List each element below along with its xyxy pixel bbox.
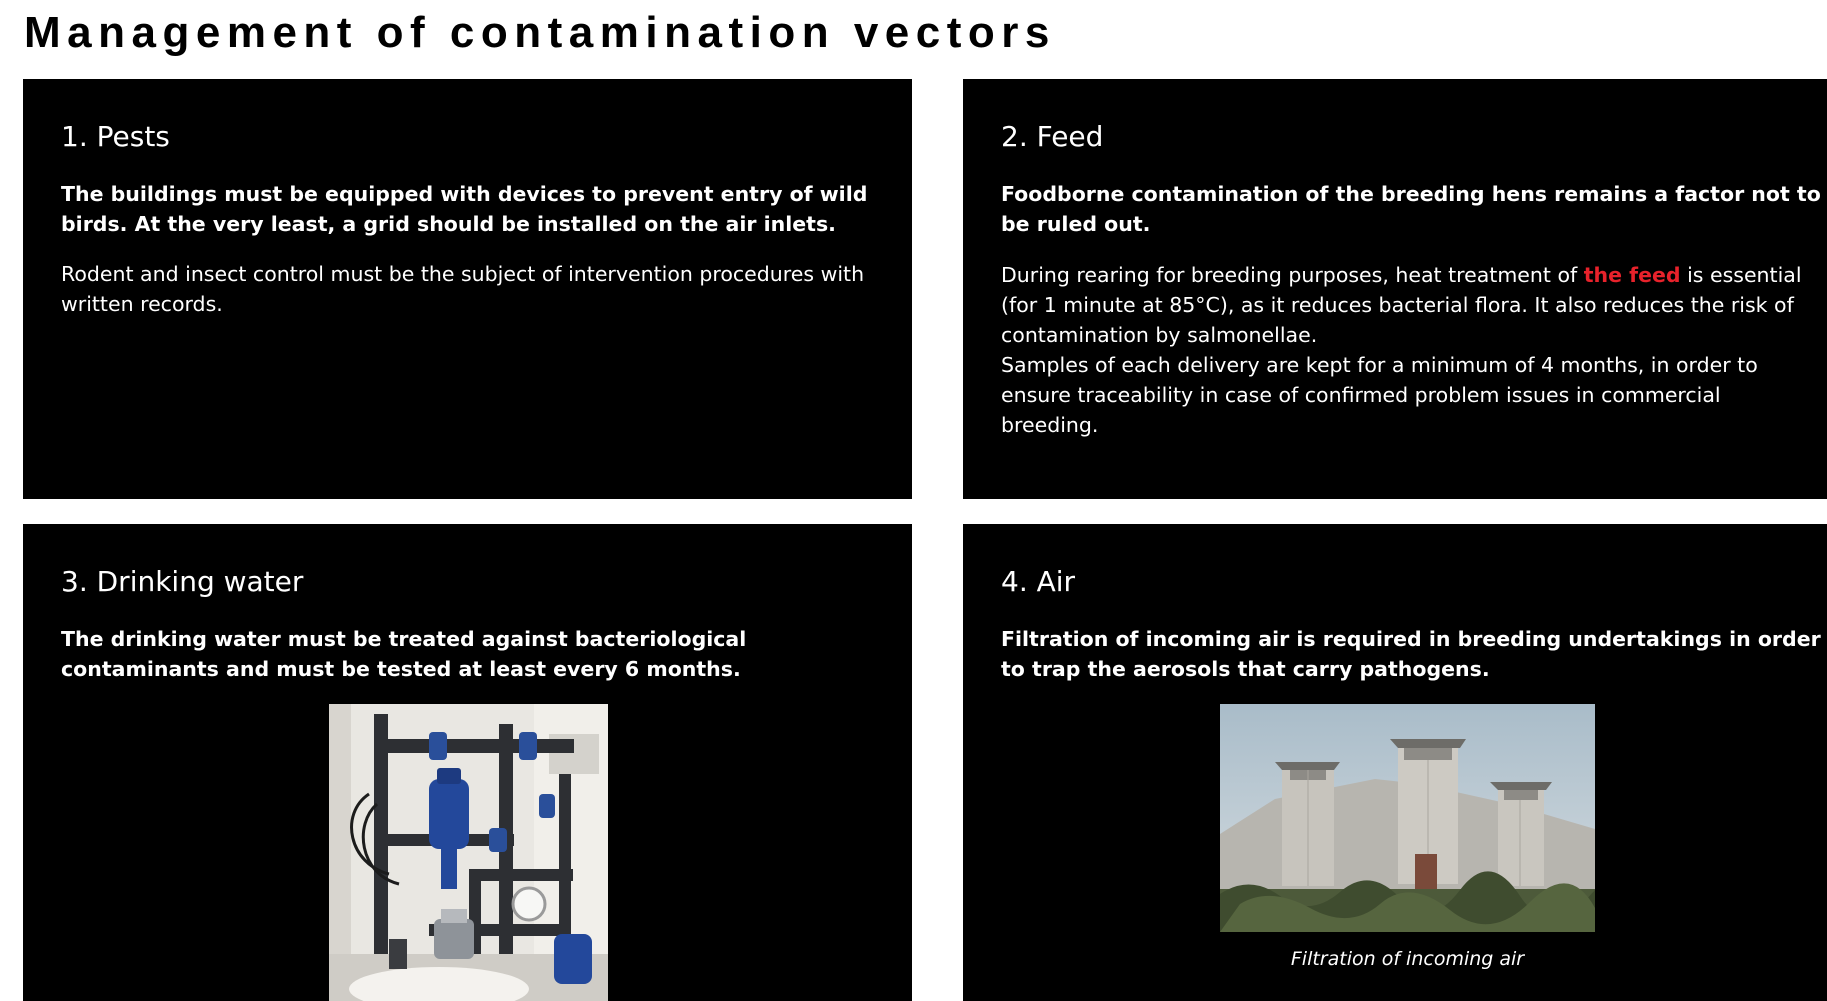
panel-pests [23, 79, 912, 499]
body-text-part: Samples of each delivery are kept for a minimum of 4 months, in order to ensure traceability in case of confirmed problem issues in commercial breeding. [1001, 353, 1758, 437]
feed-highlight: the feed [1583, 263, 1681, 287]
air-filtration-photo [1220, 704, 1595, 932]
panel-body-text: Rodent and insect control must be the subject of intervention procedures with written records. [61, 262, 865, 316]
panel-lead-text: Filtration of incoming air is required in breeding undertakings in order to trap the aerosols that carry pathogens. [1001, 627, 1821, 681]
panel-drinking-water [23, 524, 912, 1001]
panel-body-text [1001, 260, 1821, 440]
body-text-part: is essential (for 1 minute at 85°C), as it reduces bacterial flora. It also reduces the risk of contamination by salmonellae. [1001, 263, 1802, 347]
panel-lead-text: The drinking water must be treated against bacteriological contaminants and must be tested at least every 6 months. [61, 627, 747, 681]
panel-heading: 4. Air [1001, 565, 1076, 598]
panel-heading: 1. Pests [61, 120, 170, 153]
panel-lead-text: Foodborne contamination of the breeding hens remains a factor not to be ruled out. [1001, 182, 1821, 236]
panel-feed [963, 79, 1827, 499]
photo-caption: Filtration of incoming air [1290, 948, 1525, 970]
panel-heading: 3. Drinking water [61, 565, 304, 598]
panel-heading: 2. Feed [1001, 120, 1104, 153]
panel-air [963, 524, 1827, 1001]
body-text-part: During rearing for breeding purposes, heat treatment of [1001, 263, 1584, 287]
page-title: Management of contamination vectors [24, 8, 1056, 57]
panel-lead-text: The buildings must be equipped with devices to prevent entry of wild birds. At the very least, a grid should be installed on the air inlets. [61, 182, 868, 236]
water-treatment-photo [329, 704, 608, 1001]
